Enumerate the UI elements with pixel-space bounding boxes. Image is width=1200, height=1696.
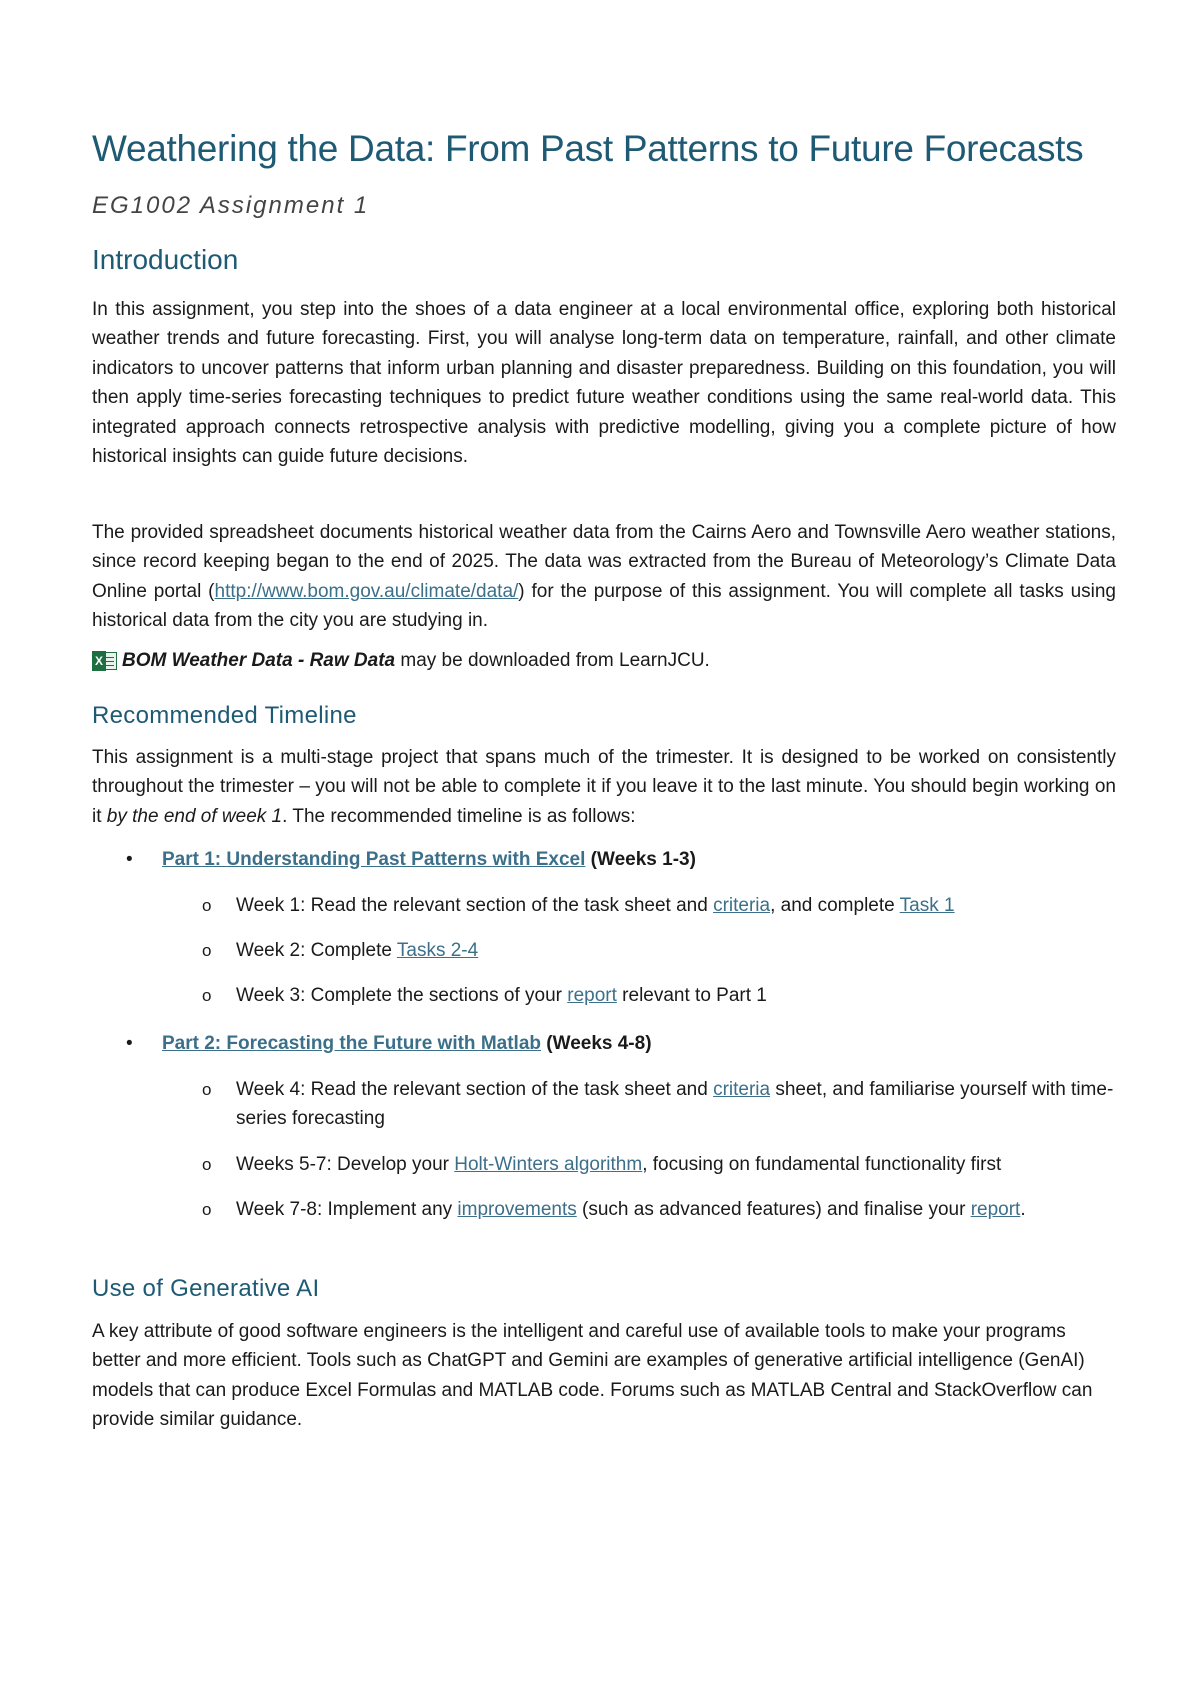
timeline-text-end: . The recommended timeline is as follows: xyxy=(282,805,636,827)
sub-bullet-marker: o xyxy=(202,1200,212,1219)
criteria-link[interactable]: criteria xyxy=(713,895,771,916)
bullet-marker: • xyxy=(126,849,133,870)
report-link[interactable]: report xyxy=(970,1199,1021,1220)
timeline-text-start: This assignment is a multi-stage project that spans much of the trimester. It is designed to be worked on consistently throughout the trimester – you will not be able to complete it if you leave it to the last minute. You should begin working on it xyxy=(92,747,1116,827)
document-title: Weathering the Data: From Past Patterns to Future Forecasts xyxy=(92,128,1084,169)
list-item-text: , and complete xyxy=(770,895,900,916)
introduction-paragraph: In this assignment, you step into the shoes of a data engineer at a local environmental office, exploring both historical weather trends and future forecasting. First, you will analyse long-term data on temperature, rainfall, and other climate indicators to uncover patterns that inform urban planning and disaster preparedness. Building on this foundation, you will then apply time-series forecasting techniques to predict future weather conditions using the same real-world data. This integrated approach connects retrospective analysis with predictive modelling, giving you a complete picture of how historical insights can guide future decisions. xyxy=(92,299,1116,468)
list-item-text: Week 4: Read the relevant section of the task sheet and xyxy=(236,1079,714,1100)
timeline-paragraph xyxy=(92,743,1116,831)
criteria-link[interactable]: criteria xyxy=(713,1079,771,1100)
holt-winters-link[interactable]: Holt-Winters algorithm xyxy=(454,1154,643,1175)
sub-bullet-marker: o xyxy=(202,1155,212,1174)
list-item-text: sheet, and familiarise yourself with time-series forecasting xyxy=(236,1079,1114,1129)
list-item-text: (such as advanced features) and finalise your xyxy=(576,1199,971,1220)
sub-bullet-marker: o xyxy=(202,941,212,960)
part-2-weeks: (Weeks 4-8) xyxy=(541,1033,652,1054)
part-2-link[interactable]: Part 2: Forecasting the Future with Matlab xyxy=(162,1033,541,1054)
tasks-2-4-link[interactable]: Tasks 2-4 xyxy=(396,940,479,961)
raw-data-file-name: BOM Weather Data - Raw Data xyxy=(122,650,396,671)
introduction-heading: Introduction xyxy=(92,244,239,275)
list-item-text: , focusing on fundamental functionality first xyxy=(642,1154,1002,1175)
list-item-text: Week 3: Complete the sections of your xyxy=(236,985,568,1006)
sub-bullet-marker: o xyxy=(202,1080,212,1099)
genai-paragraph: A key attribute of good software engineers is the intelligent and careful use of available tools to make your programs better and more efficient. Tools such as ChatGPT and Gemini are examples of generative artificial intelligence (GenAI) models that can produce Excel Formulas and MATLAB code. Forums such as MATLAB Central and StackOverflow can provide similar guidance. xyxy=(92,1321,1093,1431)
part-1-weeks: (Weeks 1-3) xyxy=(585,849,696,870)
sub-bullet-marker: o xyxy=(202,896,212,915)
download-note: may be downloaded from LearnJCU. xyxy=(395,650,710,671)
data-source-paragraph xyxy=(92,518,1116,636)
list-item-text: Week 2: Complete xyxy=(236,940,397,961)
report-link[interactable]: report xyxy=(567,985,617,1006)
list-item-text: Week 1: Read the relevant section of the task sheet and xyxy=(236,895,714,916)
excel-file-icon[interactable]: X xyxy=(92,651,118,671)
download-callout xyxy=(92,650,710,672)
genai-heading: Use of Generative AI xyxy=(92,1275,320,1302)
bullet-marker: • xyxy=(126,1033,133,1054)
list-item-text: . xyxy=(1020,1199,1026,1220)
data-source-text-start: The provided spreadsheet documents historical weather data from the Cairns Aero and Townsville Aero weather stations, since record keeping began to the end of 2025. The data was extracted from the Bureau of Meteorology’s Climate Data Online portal ( xyxy=(92,522,1116,602)
document-subtitle: EG1002 Assignment 1 xyxy=(92,192,370,219)
sub-bullet-marker: o xyxy=(202,986,212,1005)
list-item-text: Weeks 5-7: Develop your xyxy=(236,1154,455,1175)
list-item-text: Week 7-8: Implement any xyxy=(236,1199,458,1220)
timeline-heading: Recommended Timeline xyxy=(92,702,357,729)
data-source-text-end: ) for the purpose of this assignment. You will complete all tasks using historical data from the city you are studying in. xyxy=(92,580,1116,632)
part-1-link[interactable]: Part 1: Understanding Past Patterns with Excel xyxy=(162,849,586,870)
bom-climate-data-link[interactable]: http://www.bom.gov.au/climate/data/ xyxy=(214,580,519,602)
timeline-emphasis: by the end of week 1 xyxy=(106,805,283,827)
improvements-link[interactable]: improvements xyxy=(457,1199,577,1220)
list-item-text: relevant to Part 1 xyxy=(616,985,767,1006)
task-1-link[interactable]: Task 1 xyxy=(899,895,955,916)
